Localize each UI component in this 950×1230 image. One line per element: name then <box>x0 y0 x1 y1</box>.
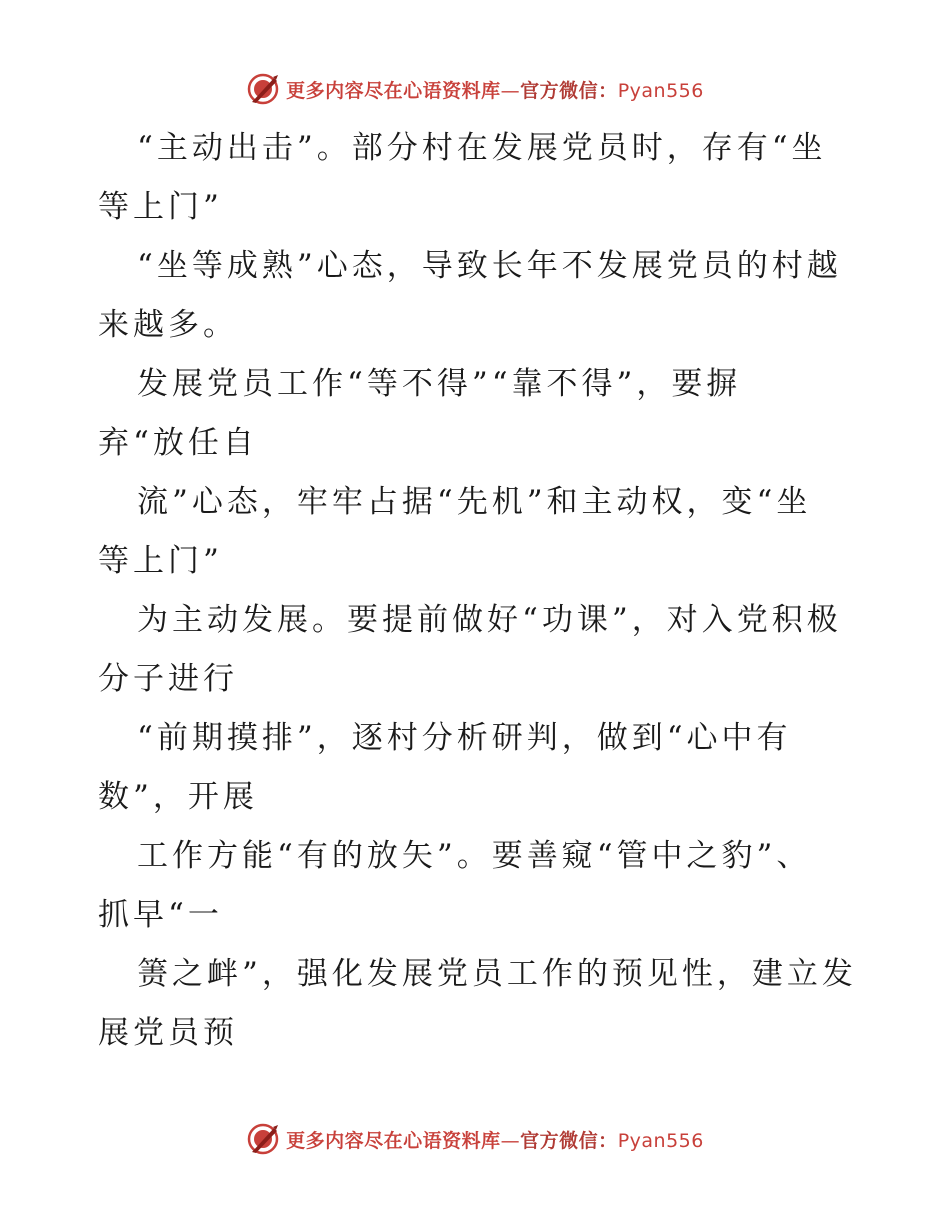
body-line: 发展党员工作“等不得”“靠不得”，要摒 <box>137 366 742 402</box>
body-line: 抓早“一 <box>98 897 223 933</box>
body-line: 数”，开展 <box>98 779 258 815</box>
header-dash: — <box>500 79 521 102</box>
footer-dash: — <box>500 1129 521 1152</box>
footer-banner <box>0 1122 950 1156</box>
body-line: 弃“放任自 <box>98 425 258 461</box>
header-wechat-id: Pyan556 <box>617 79 704 102</box>
body-line: 等上门” <box>98 189 223 225</box>
footer-banner-text <box>286 1126 704 1153</box>
body-line: 箦之衅”，强化发展党员工作的预见性，建立发 <box>137 956 857 992</box>
body-line: “前期摸排”，逐村分析研判，做到“心中有 <box>137 720 792 756</box>
body-line: 为主动发展。要提前做好“功课”，对入党积极 <box>137 602 842 638</box>
body-line: 展党员预 <box>98 1015 238 1051</box>
body-line: “坐等成熟”心态，导致长年不发展党员的村越 <box>137 248 842 284</box>
body-line: 流”心态，牢牢占据“先机”和主动权，变“坐 <box>137 484 812 520</box>
quill-logo-icon <box>246 1122 280 1156</box>
footer-site-text: 更多内容尽在心语资料库 <box>286 1129 501 1152</box>
header-official-label: 官方微信： <box>520 79 618 102</box>
footer-official-label: 官方微信： <box>520 1129 618 1152</box>
body-line: 等上门” <box>98 543 223 579</box>
body-line: “主动出击”。部分村在发展党员时，存有“坐 <box>137 130 827 166</box>
body-line: 来越多。 <box>98 307 238 343</box>
body-line: 分子进行 <box>98 661 238 697</box>
header-site-text: 更多内容尽在心语资料库 <box>286 79 501 102</box>
body-line: 工作方能“有的放矢”。要善窥“管中之豹”、 <box>137 838 812 874</box>
footer-wechat-id: Pyan556 <box>617 1129 704 1152</box>
